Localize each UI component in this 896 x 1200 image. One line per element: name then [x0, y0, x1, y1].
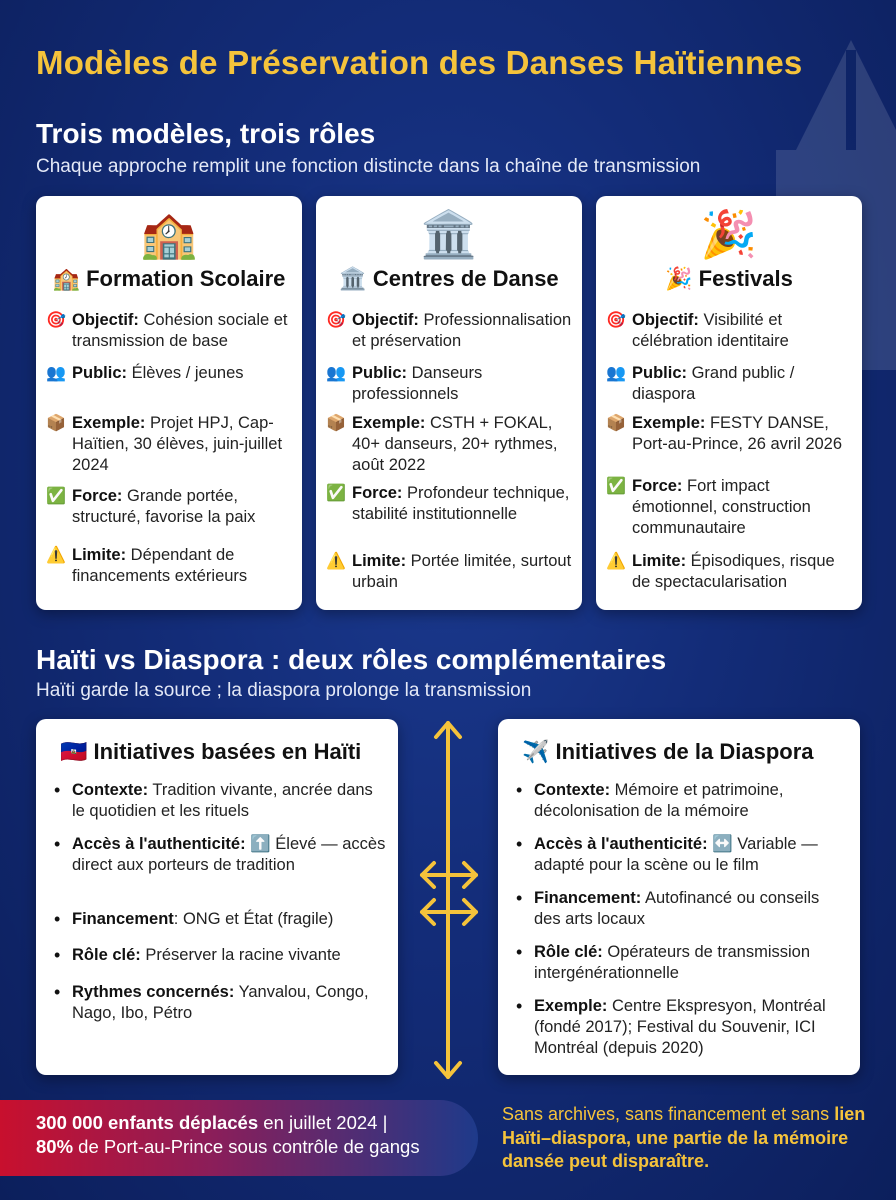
- closing-quote: Sans archives, sans financement et sans lien Haïti–diaspora, une partie de la mémoire dansée peut disparaître.: [502, 1104, 866, 1171]
- card-title: 🏫 Formation Scolaire: [52, 266, 286, 291]
- check-icon: ✅: [326, 485, 346, 502]
- model-card-formation: [36, 196, 302, 610]
- haiti-initiatives-card: [36, 719, 398, 1075]
- section-heading-models: Trois modèles, trois rôles: [36, 118, 376, 149]
- diaspora-initiatives-card: [498, 719, 860, 1075]
- row-objectif: 🎯 Objectif: Cohésion sociale et transmission de base: [46, 311, 288, 350]
- list-item: • Rôle clé: Opérateurs de transmission intergénérationnelle: [516, 942, 811, 982]
- crisis-stat-banner: 300 000 enfants déplacés en juillet 2024 | 80% de Port-au-Prince sous contrôle de gangs: [0, 1100, 478, 1176]
- section-subtitle-models: Chaque approche remplit une fonction distincte dans la chaîne de transmission: [36, 156, 701, 177]
- people-icon: 👥: [46, 365, 66, 382]
- list-item: • Rythmes concernés: Yanvalou, Congo, Nago, Ibo, Pétro: [54, 982, 369, 1022]
- warning-icon: ⚠️: [46, 547, 66, 564]
- row-public: 👥 Public: Danseurs professionnels: [326, 364, 483, 403]
- people-icon: 👥: [606, 365, 626, 382]
- section-subtitle-haiti-diaspora: Haïti garde la source ; la diaspora prolonge la transmission: [36, 680, 532, 701]
- page-title: Modèles de Préservation des Danses Haïtiennes: [36, 44, 803, 81]
- card-title: 🇭🇹 Initiatives basées en Haïti: [60, 739, 362, 764]
- list-item: • Exemple: Centre Ekspresyon, Montréal (fondé 2017); Festival du Souvenir, ICI Montréal (depuis 2020): [516, 996, 826, 1057]
- model-card-festivals: [596, 196, 862, 610]
- card-title: 🏛️ Centres de Danse: [339, 266, 559, 291]
- list-item: • Accès à l'authenticité: ⬆️ Élevé — accès direct aux porteurs de tradition: [54, 834, 386, 874]
- warning-icon: ⚠️: [606, 553, 626, 570]
- check-icon: ✅: [46, 488, 66, 505]
- box-icon: 📦: [326, 415, 346, 432]
- box-icon: 📦: [46, 415, 66, 432]
- bidirectional-arrows-icon: [410, 715, 490, 1085]
- row-objectif: 🎯 Objectif: Visibilité et célébration identitaire: [606, 311, 789, 350]
- row-limite: ⚠️ Limite: Portée limitée, surtout urbain: [326, 552, 572, 591]
- row-limite: ⚠️ Limite: Épisodiques, risque de spectacularisation: [606, 552, 835, 591]
- model-card-centres: [316, 196, 582, 610]
- row-force: ✅ Force: Grande portée, structuré, favorise la paix: [46, 487, 256, 526]
- people-icon: 👥: [326, 365, 346, 382]
- row-public: 👥 Public: Grand public / diaspora: [606, 364, 795, 403]
- warning-icon: ⚠️: [326, 553, 346, 570]
- row-exemple: 📦 Exemple: FESTY DANSE, Port-au-Prince, 26 avril 2026: [606, 414, 843, 453]
- row-force: ✅ Force: Fort impact émotionnel, construction communautaire: [606, 477, 811, 537]
- list-item: • Accès à l'authenticité: ↔️ Variable — adapté pour la scène ou le film: [516, 834, 818, 874]
- card-title: 🎉 Festivals: [665, 266, 793, 291]
- row-force: ✅ Force: Profondeur technique, stabilité institutionnelle: [326, 484, 570, 523]
- check-icon: ✅: [606, 478, 626, 495]
- list-item: • Financement: ONG et État (fragile): [54, 909, 334, 929]
- row-public: 👥 Public: Élèves / jeunes: [46, 364, 244, 382]
- card-title: ✈️ Initiatives de la Diaspora: [522, 739, 814, 764]
- party-popper-icon: 🎉: [700, 208, 758, 260]
- school-icon: 🏫: [140, 208, 198, 260]
- box-icon: 📦: [606, 415, 626, 432]
- building-icon: 🏛️: [420, 208, 478, 260]
- target-icon: 🎯: [46, 312, 66, 329]
- target-icon: 🎯: [606, 312, 626, 329]
- list-item: • Rôle clé: Préserver la racine vivante: [54, 945, 341, 965]
- target-icon: 🎯: [326, 312, 346, 329]
- row-limite: ⚠️ Limite: Dépendant de financements extérieurs: [46, 546, 248, 585]
- list-item: • Contexte: Tradition vivante, ancrée dans le quotidien et les rituels: [54, 780, 373, 820]
- list-item: • Financement: Autofinancé ou conseils des arts locaux: [516, 888, 820, 928]
- row-exemple: 📦 Exemple: CSTH + FOKAL, 40+ danseurs, 20+ rythmes, août 2022: [326, 414, 558, 474]
- list-item: • Contexte: Mémoire et patrimoine, décolonisation de la mémoire: [516, 780, 784, 820]
- section-heading-haiti-diaspora: Haïti vs Diaspora : deux rôles complémentaires: [36, 644, 667, 675]
- row-exemple: 📦 Exemple: Projet HPJ, Cap-Haïtien, 30 élèves, juin-juillet 2024: [46, 414, 283, 474]
- row-objectif: 🎯 Objectif: Professionnalisation et préservation: [326, 311, 572, 350]
